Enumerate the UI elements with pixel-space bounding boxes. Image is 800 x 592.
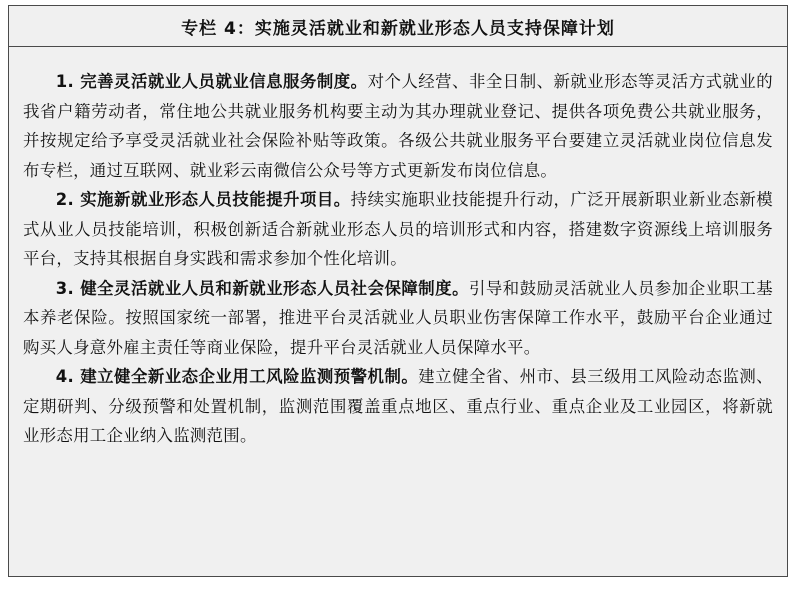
- item-3-text: 引导和鼓励灵活就业人员参加企业职工基本养老保险。按照国家统一部署，推进平台灵活就业人员职业伤害保障工作水平，鼓励平台企业通过购买人身意外雇主责任等商业保险，提升平台灵活就业人员保障水平。: [23, 278, 773, 357]
- item-4: [23, 362, 773, 451]
- item-4-heading: 4. 建立健全新业态企业用工风险监测预警机制。: [55, 367, 419, 386]
- item-1: [23, 67, 773, 185]
- column-box: [8, 5, 788, 577]
- item-2: [23, 185, 773, 274]
- column-title: 专栏 4：实施灵活就业和新就业形态人员支持保障计划: [9, 6, 787, 47]
- item-1-text: 对个人经营、非全日制、新就业形态等灵活方式就业的我省户籍劳动者，常住地公共就业服务机构要主动为其办理就业登记、提供各项免费公共就业服务，并按规定给予享受灵活就业社会保险补贴等政策。各级公共就业服务平台要建立灵活就业岗位信息发布专栏，通过互联网、就业彩云南微信公众号等方式更新发布岗位信息。: [23, 72, 773, 180]
- item-2-text: 持续实施职业技能提升行动，广泛开展新职业新业态新模式从业人员技能培训，积极创新适合新就业形态人员的培训形式和内容，搭建数字资源线上培训服务平台，支持其根据自身实践和需求参加个性化培训。: [23, 190, 773, 268]
- column-body: [9, 47, 787, 451]
- item-1-heading: 1. 完善灵活就业人员就业信息服务制度。: [55, 72, 368, 91]
- item-4-text: 建立健全省、州市、县三级用工风险动态监测、定期研判、分级预警和处置机制，监测范围覆盖重点地区、重点行业、重点企业及工业园区，将新就业形态用工企业纳入监测范围。: [23, 367, 773, 445]
- item-3-heading: 3. 健全灵活就业人员和新就业形态人员社会保障制度。: [55, 278, 469, 298]
- item-3: [23, 274, 773, 363]
- item-2-heading: 2. 实施新就业形态人员技能提升项目。: [55, 190, 351, 209]
